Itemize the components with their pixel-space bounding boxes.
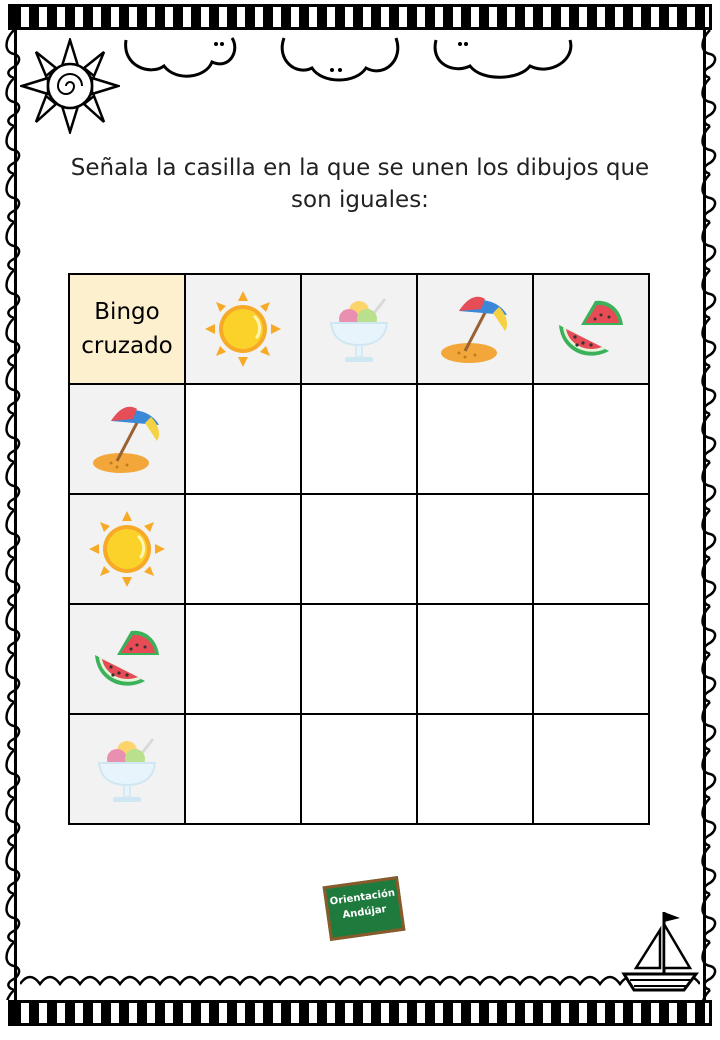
sun-icon: [203, 289, 283, 369]
logo-line-2: Andújar: [341, 903, 388, 921]
ice-cream-icon: [319, 289, 399, 369]
row-header-sun: [69, 494, 185, 604]
grid-cell[interactable]: [185, 384, 301, 494]
left-loop-border: [2, 30, 22, 1000]
grid-cell[interactable]: [417, 604, 533, 714]
ice-cream-icon: [87, 729, 167, 809]
column-header-watermelon: [533, 274, 649, 384]
cloud-decoration-icon: [276, 30, 406, 86]
beach-umbrella-icon: [435, 289, 515, 369]
wave-decoration: [20, 966, 700, 990]
grid-cell[interactable]: [185, 714, 301, 824]
table-row: [69, 384, 649, 494]
table-row: [69, 274, 649, 384]
grid-cell[interactable]: [417, 494, 533, 604]
grid-cell[interactable]: [533, 714, 649, 824]
bingo-grid: [68, 273, 650, 825]
instruction-text: Señala la casilla en la que se unen los dibujos que son iguales:: [70, 155, 650, 213]
grid-cell[interactable]: [301, 494, 417, 604]
grid-cell[interactable]: [533, 494, 649, 604]
orientacion-andujar-logo: [323, 876, 406, 941]
sun-icon: [87, 509, 167, 589]
sun-decoration-icon: [20, 38, 120, 134]
grid-cell[interactable]: [301, 384, 417, 494]
grid-cell[interactable]: [417, 384, 533, 494]
column-header-sun: [185, 274, 301, 384]
column-header-ice-cream: [301, 274, 417, 384]
corner-label: Bingo cruzado: [69, 274, 185, 384]
grid-cell[interactable]: [185, 604, 301, 714]
cloud-decoration-icon: [430, 30, 580, 84]
grid-cell[interactable]: [417, 714, 533, 824]
row-header-watermelon: [69, 604, 185, 714]
watermelon-icon: [551, 289, 631, 369]
column-header-beach-umbrella: [417, 274, 533, 384]
grid-cell[interactable]: [533, 604, 649, 714]
sailboat-decoration-icon: [620, 908, 700, 996]
cloud-decoration-icon: [120, 30, 240, 84]
table-row: [69, 714, 649, 824]
table-row: [69, 494, 649, 604]
grid-cell[interactable]: [301, 714, 417, 824]
grid-cell[interactable]: [533, 384, 649, 494]
grid-cell[interactable]: [301, 604, 417, 714]
logo-line-1: Orientación: [329, 887, 396, 908]
row-header-ice-cream: [69, 714, 185, 824]
row-header-beach-umbrella: [69, 384, 185, 494]
beach-umbrella-icon: [87, 399, 167, 479]
top-border: [8, 4, 712, 30]
bottom-border: [8, 1000, 712, 1026]
right-loop-border: [698, 30, 718, 1000]
watermelon-icon: [87, 619, 167, 699]
table-row: [69, 604, 649, 714]
grid-cell[interactable]: [185, 494, 301, 604]
